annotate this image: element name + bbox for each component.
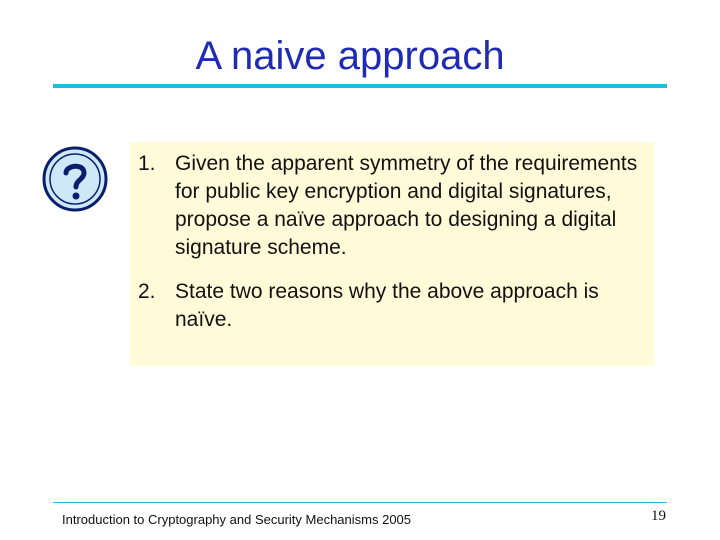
page-number: 19 — [651, 508, 666, 524]
question-text: State two reasons why the above approach is naïve. — [175, 280, 599, 331]
question-list — [138, 150, 650, 334]
slide-title: A naive approach — [195, 34, 505, 78]
footer-rule — [53, 502, 667, 503]
footer-text: Introduction to Cryptography and Security Mechanisms 2005 — [62, 512, 412, 527]
question-number: 2. — [138, 280, 156, 303]
question-number: 1. — [138, 152, 156, 175]
question-item — [138, 278, 650, 334]
question-item — [138, 150, 650, 262]
title-underline — [53, 84, 667, 88]
question-mark-icon — [40, 144, 110, 214]
question-text: Given the apparent symmetry of the requirements for public key encryption and digital signatures, propose a naïve approach to designing a digital signature scheme. — [175, 152, 638, 259]
